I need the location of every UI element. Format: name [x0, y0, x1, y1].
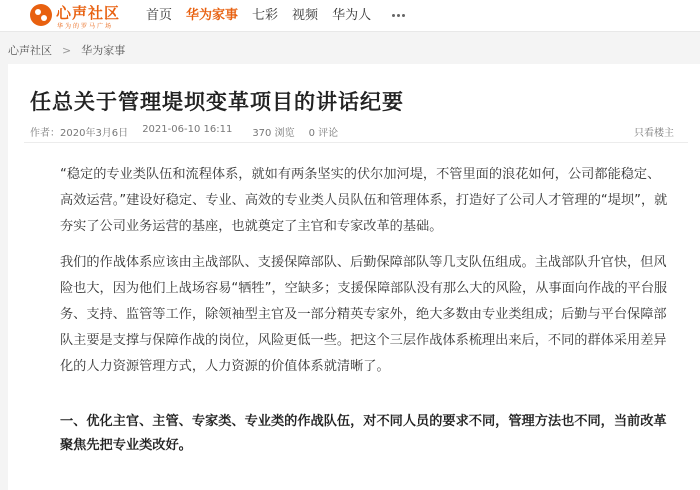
more-menu-icon[interactable]	[392, 10, 406, 22]
article-body	[60, 162, 672, 458]
breadcrumb-separator: >	[62, 43, 72, 57]
nav-item-colorful[interactable]: 七彩	[252, 8, 279, 23]
article-paragraph: 我们的作战体系应该由主战部队、支援保障部队、后勤保障部队等几支队伍组成。主战部队升官快，但风险也大，因为他们上战场容易“牺牲”，空缺多；支援保障部队没有那么大的风险，从事面向作战的平台服务、支持、监管等工作，除领袖型主官及一部分精英专家外，绝大多数由专业类组成；后勤与平台保障部队主要是支撑与保障作战的岗位，风险更低一些。把这个三层作战体系梳理出来后，不同的群体采用差异化的人力资源管理方式，人力资源的价值体系就清晰了。	[60, 255, 668, 374]
article-author: 作者：2020年3月6日	[30, 128, 129, 139]
main-nav	[146, 0, 385, 32]
logo-text: 心声社区	[56, 4, 121, 22]
article-views: 370 浏览	[252, 128, 295, 139]
site-logo[interactable]	[30, 2, 130, 30]
article-published-time: 2021-06-10 16:11	[142, 124, 233, 135]
breadcrumb	[8, 42, 125, 58]
logo-subtitle: 华为的罗马广场	[57, 23, 114, 30]
article-title: 任总关于管理堤坝变革项目的讲话纪要	[30, 90, 404, 114]
breadcrumb-home-link[interactable]: 心声社区	[8, 44, 52, 57]
article-paragraph: “稳定的专业类队伍和流程体系，就如有两条坚实的伏尔加河堤，不管里面的浪花如何，公司都能稳定、高效运营。”建设好稳定、专业、高效的专业类人员队伍和管理体系，打造好了公司人才管理的“堤坝”，就夯实了公司业务运营的基座，也就奠定了主官和专家改革的基础。	[60, 167, 668, 234]
nav-item-huawei-people[interactable]: 华为人	[332, 8, 372, 23]
nav-item-video[interactable]: 视频	[292, 8, 319, 23]
article-meta	[30, 124, 352, 139]
only-author-link[interactable]: 只看楼主	[634, 128, 674, 139]
section-heading: 一、优化主官、主管、专家类、专业类的作战队伍，对不同人员的要求不同，管理方法也不同，当前改革聚焦先把专业类改好。	[60, 414, 667, 453]
top-nav-bar	[0, 0, 700, 32]
meta-divider	[24, 142, 688, 143]
article-card	[8, 64, 700, 490]
nav-item-huawei-affairs[interactable]: 华为家事	[186, 8, 239, 23]
breadcrumb-current-link[interactable]: 华为家事	[81, 44, 126, 57]
logo-mark-icon	[30, 4, 52, 26]
nav-item-home[interactable]: 首页	[146, 8, 173, 23]
article-comments: 0 评论	[308, 128, 339, 139]
